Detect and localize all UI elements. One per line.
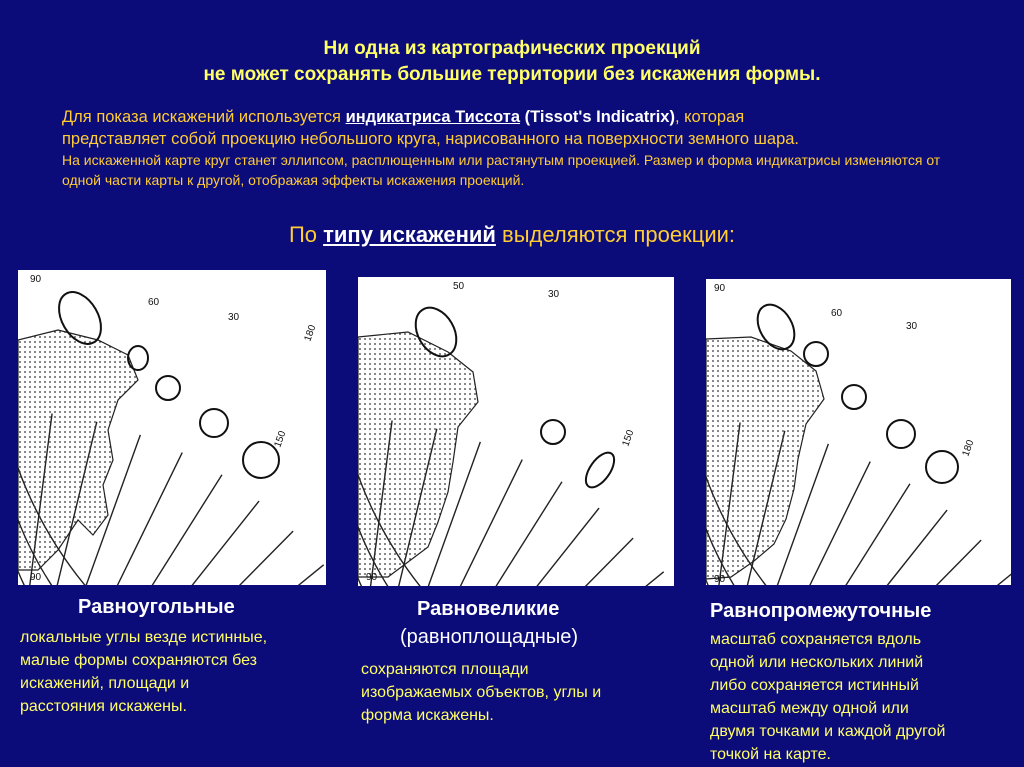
tissot-ellipse — [926, 451, 958, 483]
equal-area-alt-title: (равноплощадные) — [400, 626, 578, 648]
title-line-2: не может сохранять большие территории без искажения формы. — [203, 64, 821, 85]
tissot-ellipse — [243, 442, 279, 478]
conformal-map-graphic — [18, 270, 326, 585]
tissot-ellipse — [156, 376, 180, 400]
distortion-type-link[interactable]: типу искажений — [323, 222, 496, 247]
subtitle-start: По — [288, 222, 324, 247]
tissot-ellipse — [887, 420, 915, 448]
desc-line: локальные углы везде истинные, — [20, 629, 268, 646]
map-label: 90 — [714, 283, 726, 294]
map-label: 60 — [831, 308, 843, 319]
page-title — [0, 36, 1024, 88]
desc-line: двумя точками и каждой другой — [710, 723, 946, 740]
meridian-line — [26, 531, 293, 585]
map-label: 50 — [453, 281, 465, 292]
equal-area-title: Равновеликие — [417, 598, 560, 620]
map-label: 150 — [272, 429, 289, 450]
desc-line: одной или нескольких линий — [710, 654, 924, 671]
land-area — [358, 332, 478, 577]
intro-text — [62, 106, 982, 190]
equidistant-map-graphic — [706, 279, 1011, 585]
tissot-ellipse — [128, 346, 148, 370]
equidistant-title: Равнопромежуточные — [710, 600, 932, 622]
tissot-ellipse — [541, 420, 565, 444]
desc-line: сохраняются площади — [361, 661, 529, 678]
map-label: 90 — [714, 574, 726, 585]
subtitle-end: выделяются проекции: — [495, 222, 736, 247]
tissot-ellipse — [842, 385, 866, 409]
desc-line: форма искажены. — [361, 707, 494, 724]
map-label: 30 — [906, 321, 918, 332]
map-label: 30 — [548, 289, 560, 300]
equal-area-map — [358, 277, 674, 586]
tissot-link[interactable]: индикатриса Тиссота — [345, 108, 521, 126]
tissot-english: (Tissot's Indicatrix) — [524, 108, 675, 126]
tissot-ellipse — [580, 448, 619, 492]
conformal-map — [18, 270, 326, 585]
map-label: 180 — [960, 438, 977, 459]
land-area — [706, 337, 824, 579]
intro-text-start: Для показа искажений используется — [62, 108, 346, 126]
desc-line: искажений, площади и — [20, 675, 190, 692]
equal-area-description — [361, 658, 601, 727]
map-label: 90 — [30, 572, 42, 583]
title-line-1: Ни одна из картографических проекций — [323, 38, 701, 59]
desc-line: изображаемых объектов, углы и — [361, 684, 602, 701]
conformal-description — [20, 626, 267, 718]
desc-line: малые формы сохраняются без — [20, 652, 257, 669]
desc-line: масштаб между одной или — [710, 700, 909, 717]
desc-line: точкой на карте. — [710, 746, 831, 763]
map-label: 30 — [228, 312, 240, 323]
intro-text-end: , которая — [674, 108, 745, 126]
map-label: 60 — [148, 297, 160, 308]
desc-line: масштаб сохраняется вдоль — [710, 631, 922, 648]
tissot-ellipse — [804, 342, 828, 366]
equal-area-map-graphic — [358, 277, 674, 586]
tissot-ellipse — [200, 409, 228, 437]
map-label: 90 — [366, 572, 378, 583]
desc-line: расстояния искажены. — [20, 698, 187, 715]
meridian-line — [369, 572, 664, 586]
map-label: 180 — [302, 323, 319, 344]
meridian-line — [29, 565, 324, 585]
intro-detail: На искаженной карте круг станет эллипсом, расплющенным или растянутым проекцией. Размер и форма индикатрисы изменяются от одной части карты к другой, отображая эффекты искажения проекций. — [62, 152, 941, 188]
map-label: 150 — [620, 428, 637, 449]
equidistant-description — [710, 628, 945, 766]
intro-line-2: представляет собой проекцию небольшого круга, нарисованного на поверхности земного шара. — [62, 130, 800, 148]
conformal-title: Равноугольные — [78, 596, 235, 618]
section-subtitle — [0, 222, 1024, 248]
map-label: 90 — [30, 274, 42, 285]
desc-line: либо сохраняется истинный — [710, 677, 919, 694]
equidistant-map — [706, 279, 1011, 585]
land-area — [18, 330, 138, 570]
